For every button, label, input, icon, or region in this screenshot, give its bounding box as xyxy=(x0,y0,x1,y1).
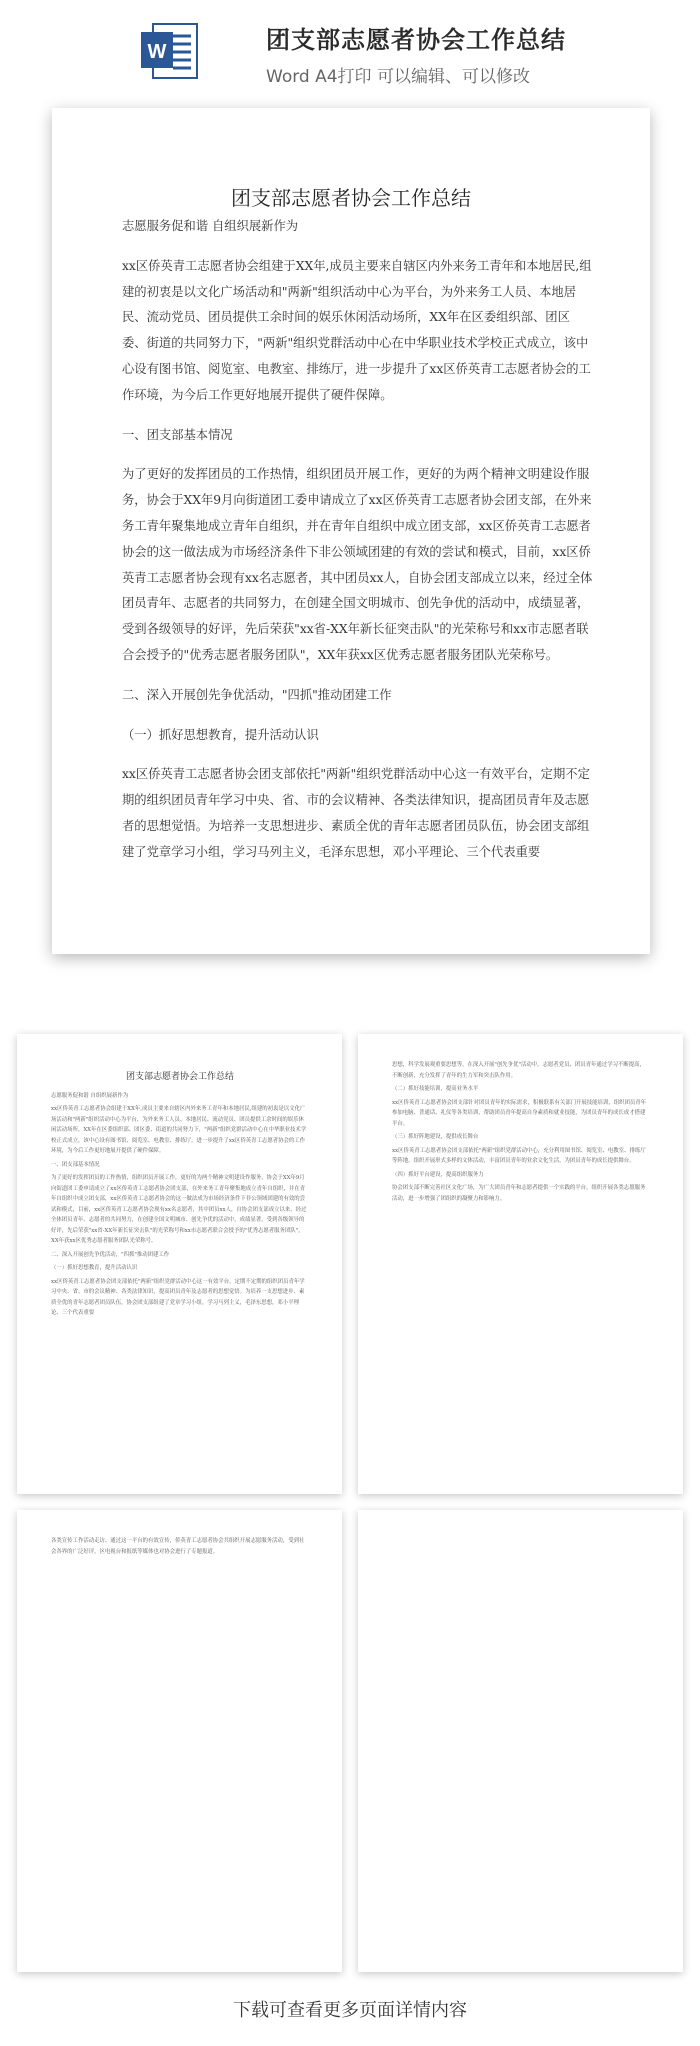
thumb-subsection-1: （一）抓好思想教育，提升活动认识 xyxy=(51,1265,138,1271)
header xyxy=(0,0,700,90)
thumb-para-1: 为了更好的发挥团员的工作热情，组织团员开展工作，更好的为两个精神文明建设作服务，协会于XX年9月向街道团工委申请成立了xx区侨英青工志愿者协会团支部，在外来务工青年聚集地成立青年自组织，并在青年自组织中成立团支部，xx区侨英青工志愿者协会的这一做法成为市场经济条件下非公领域团建的有效的尝试和模式，目前，xx区侨英青工志愿者协会现有xx名志愿者，其中团员xx人，自协会团支部成立以来，经过全体团员青年、志愿者的共同努力，在创建全国文明城市、创先争优的活动中，成绩显著，受到各级领导的好评，先后荣获"xx省-XX年新长征突击队"的光荣称号和xx市志愿者联合会授予的"优秀志愿者服务团队"，XX年获xx区优秀志愿者服务团队光荣称号。 xyxy=(51,1175,307,1244)
thumb-intro: xx区侨英青工志愿者协会组建于XX年,成员主要来自辖区内外来务工青年和本地居民,组建的初衷是以文化广场活动和"两新"组织活动中心为平台，为外来务工人员、本地居民、流动党员、团员提供工余时间的娱乐休闲活动场所，XX年在区委组织部、团区委、街道的共同努力下，"两新"组织党群活动中心在中华职业技术学校正式成立，该中心设有图书馆、阅览室、电教室、排练厅，进一步提升了xx区侨英青工志愿者协会的工作环境，为今后工作更好地展开提供了硬件保障。 xyxy=(51,1106,307,1154)
thumbnail-page-4[interactable] xyxy=(358,1510,683,1972)
svg-text:W: W xyxy=(147,41,167,63)
thumb-section-1: 一、团支部基本情况 xyxy=(51,1161,100,1168)
header-subtitle: Word A4打印 可以编辑、可以修改 xyxy=(266,67,530,87)
thumbnail-page-1[interactable] xyxy=(17,1034,342,1494)
thumb2-para-2: xx区侨英青工志愿者协会团支部针对团员青年的实际需求，积极联系有关部门开展技能培训，组织团员青年参加电脑、普通话、礼仪等各类培训，帮助团员青年提高自身素质和就业技能，为团员青年的成长成才搭建平台。 xyxy=(392,1099,647,1127)
section1-paragraph: 为了更好的发挥团员的工作热情，组织团员开展工作，更好的为两个精神文明建设作服务，协会于XX年9月向街道团工委申请成立了xx区侨英青工志愿者协会团支部，在外来务工青年聚集地成立青年自组织，并在青年自组织中成立团支部，xx区侨英青工志愿者协会的这一做法成为市场经济条件下非公领域团建的有效的尝试和模式，目前，xx区侨英青工志愿者协会现有xx名志愿者，其中团员xx人，自协会团支部成立以来，经过全体团员青年、志愿者的共同努力，在创建全国文明城市、创先争优的活动中，成绩显著，受到各级领导的好评，先后荣获"xx省-XX年新长征突击队"的光荣称号和xx市志愿者联合会授予的"优秀志愿者服务团队"，XX年获xx区优秀志愿者服务团队光荣称号。 xyxy=(122,467,593,662)
document-body xyxy=(122,214,594,866)
thumbnail-page-3[interactable] xyxy=(17,1510,342,1972)
subsection-heading-1: （一）抓好思想教育，提升活动认识 xyxy=(122,727,319,742)
subsection1-paragraph: xx区侨英青工志愿者协会团支部依托"两新"组织党群活动中心这一有效平台，定期不定期的组织团员青年学习中央、省、市的会议精神、各类法律知识，提高团员青年及志愿者的思想觉悟。为培养一支思想进步、素质全优的青年志愿者团员队伍，协会团支部组建了党章学习小组，学习马列主义，毛泽东思想，邓小平理论、三个代表重要 xyxy=(122,767,590,859)
thumbnail-page-2[interactable] xyxy=(358,1034,683,1494)
document-title: 团支部志愿者协会工作总结 xyxy=(231,186,471,210)
section-heading-1: 一、团支部基本情况 xyxy=(122,427,233,442)
thumb-para-2: xx区侨英青工志愿者协会团支部依托"两新"组织党群活动中心这一有效平台，定期不定期的组织团员青年学习中央、省、市的会议精神、各类法律知识，提高团员青年及志愿者的思想觉悟。为培养一支思想进步、素质全优的青年志愿者团员队伍，协会团支部组建了党章学习小组，学习马列主义，毛泽东思想，邓小平理论、三个代表重要 xyxy=(51,1278,305,1316)
section-heading-2: 二、深入开展创先争优活动，"四抓"推动团建工作 xyxy=(122,687,392,702)
document-page-1 xyxy=(52,108,650,954)
thumb2-para-4: 协会团支部不断完善社区文化广场，为广大团员青年和志愿者提供一个实践的平台，组织开展各类志愿服务活动，进一步增强了团组织的凝聚力和影响力。 xyxy=(392,1185,646,1202)
document-subtitle: 志愿服务促和谐 自组织展新作为 xyxy=(122,219,299,233)
thumb-section-2: 二、深入开展创先争优活动，"四抓"推动团建工作 xyxy=(51,1251,170,1258)
thumb3-para-1: 各类宣传工作活动走访、通过这一平台的有效宣传，侨英青工志愿者协会共组织开展志愿服务活动，受到社会各界的广泛好评，区电视台和报纸等媒体也对协会进行了专题报道。 xyxy=(51,1538,305,1555)
thumb2-para-1: 思想，科学发展观重要思想等。在深入开展"创先争优"活动中，志愿者党员、团员青年通过学习不断提高，不断创新，充分发挥了青年的生力军和突击队作用。 xyxy=(392,1062,645,1079)
thumb-title: 团支部志愿者协会工作总结 xyxy=(125,1072,234,1082)
thumb2-heading-3: （四）抓好平台建设，提高组织服务力 xyxy=(392,1171,484,1178)
word-icon xyxy=(139,20,201,82)
thumb2-heading-1: （二）抓好技能培训，提高业务水平 xyxy=(392,1086,479,1092)
thumb2-heading-2: （三）抓好阵地建设，提供成长舞台 xyxy=(392,1134,479,1140)
intro-paragraph: xx区侨英青工志愿者协会组建于XX年,成员主要来自辖区内外来务工青年和本地居民,组建的初衷是以文化广场活动和"两新"组织活动中心为平台，为外来务工人员、本地居民、流动党员、团员提供工余时间的娱乐休闲活动场所，XX年在区委组织部、团区委、街道的共同努力下，"两新"组织党群活动中心在中华职业技术学校正式成立，该中心设有图书馆、阅览室、电教室、排练厅，进一步提升了xx区侨英青工志愿者协会的工作环境，为今后工作更好地展开提供了硬件保障。 xyxy=(122,258,592,402)
footer-more-pages[interactable]: 下载可查看更多页面详情内容 xyxy=(233,2000,467,2021)
thumb-subtitle: 志愿服务促和谐 自组织展新作为 xyxy=(51,1092,129,1099)
header-title: 团支部志愿者协会工作总结 xyxy=(266,26,566,54)
thumb2-para-3: xx区侨英青工志愿者协会团支部依托"两新"组织党群活动中心，充分利用图书馆、阅览室、电教室、排练厅等阵地，组织开展形式多样的文体活动，丰富团员青年的业余文化生活，为团员青年的成长提供舞台。 xyxy=(392,1147,646,1164)
